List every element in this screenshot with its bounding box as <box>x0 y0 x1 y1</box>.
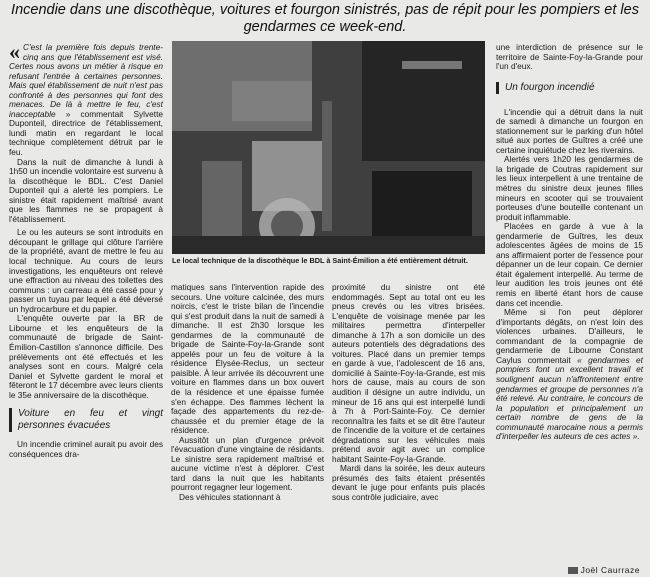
subheading: Un fourgon incendié <box>496 82 643 94</box>
intro-rest: » commentait Sylvette Duponteil, directrice de l'établissement, lundi matin en regardant le local technique complètement détruit par le feu. <box>9 108 163 158</box>
author-signature <box>568 565 640 575</box>
column-4 <box>496 43 643 442</box>
paragraph: Des véhicules stationnant à <box>179 492 281 503</box>
fire-damage-photo <box>172 41 485 254</box>
paragraph: Mardi dans la soirée, les deux auteurs présumés des faits étaient présentés devant le juge pour enfants puis placés sous contrôle judiciaire, avec <box>332 463 485 503</box>
signature-bar-icon <box>568 567 578 574</box>
paragraph: proximité du sinistre ont été endommagés. Sept au total ont eu les pneus crevés ou les vitres brisées. L'enquête de voisinage menée par les militaires permettra d'interpeller dimanche à 17h a son domicile un des auteurs potentiels des dégradations des voitures. Placé dans un premier temps en garde à vue, l'adolescent de 16 ans, domicilié à Sainte-Foy-la-Grande, est mis hors de cause, mais au cours de son audition il désigne un autre individu, un mineur de 16 ans qui est interpellé lundi à 7h à Port-Sainte-Foy. Ce dernier reconnaîtra les faits et se dit être l'auteur de l'incendie de la voiture et de certaines dégradations sur les véhicules mais prétend avoir agit avec un complice habitant Sainte-Foy-la-Grande. <box>332 282 485 464</box>
paragraph: Aussitôt un plan d'urgence prévoit l'évacuation d'une vingtaine de résidants. Le sinistre sera rapidement maîtrisé et aucune victime n'est à déplorer. C'est tard dans la nuit que les habitants pourront regagner leur logement. <box>171 434 324 493</box>
paragraph: une interdiction de présence sur le territoire de Sainte-Foy-la-Grande pour l'un d'eux. <box>496 42 643 72</box>
intro-paragraph <box>9 39 163 158</box>
paragraph: Le ou les auteurs se sont introduits en découpant le grillage qui clôture l'arrière de la propriété, avant de mettre le feu au local technique. Au cours de leurs investigations, les enquêteurs ont relevé une effraction au niveau des toilettes des communs : un carreau a été cassé pour y passer un tuyau par lequel a été déversé un hydrocarbure et du papier. <box>9 227 163 314</box>
paragraph: L'enquête ouverte par la BR de Libourne et les enquêteurs de la communauté de brigade de Saint-Émilion-Castillon s'annonce difficile. Des prélèvements ont été effectués et les analyses sont en cours. Malgré cela Daniel et Sylvette gardent le moral et fêteront le 17 décembre avec leurs clients le 35e anniversaire de la discothèque. <box>9 313 163 400</box>
column-2 <box>171 283 324 503</box>
article-headline: Incendie dans une discothèque, voitures et fourgon sinistrés, pas de répit pour les pompiers et les gendarmes ce week-end. <box>11 2 639 35</box>
burned-room-image <box>172 41 485 254</box>
author-name: Joël Caurraze <box>580 565 640 575</box>
paragraph: matiques sans l'intervention rapide des secours. Une voiture calcinée, des murs noircis, c'est le triste bilan de l'incendie qui s'est produit dans la nuit de samedi à dimanche. Il est 2h30 lorsque les gendarmes de la communauté de brigade de Sainte-Foy-la-Grande sont appelés pour un feu de voiture à la résidence Élysée-Reclus, un secteur paisible. À leur arrivée ils découvrent une voiture en flammes dans un box ouvert de la résidence et une épaisse fumée s'en échappe. Des flammes lèchent la façade des appartements du rez-de-chaussée et du premier étage de la résidence. <box>171 282 324 436</box>
subheading: Voiture en feu et vingt personnes évacuées <box>9 408 163 432</box>
quote-mark-icon: « <box>9 39 20 64</box>
paragraph: L'incendie qui a détruit dans la nuit de samedi à dimanche un fourgon en stationnement sur le parking d'un hôtel situé aux portes de Guîtres a créé une certaine inquiétude chez les riverains. <box>496 106 643 155</box>
commander-quote: « gendarmes et pompiers font un excellent travail et soulignent aucun n'affrontement entre gendarmes et groupe de personnes n'a été relevé. Au contraire, le concours de la population et principalement un certain nombre de gens de la communauté marocaine nous a permis d'interpeller les auteurs de ces actes ». <box>496 354 643 442</box>
column-1 <box>9 39 163 459</box>
paragraph: Dans la nuit de dimanche à lundi à 1h50 un incendie volontaire est survenu à la discothèque le BDL. C'est Daniel Duponteil qui a alerté les pompiers. Le sinistre était rapidement maîtrisé avant que les flammes ne se propagent à l'établissement. <box>9 156 163 224</box>
paragraph: Un incendie criminel aurait pu avoir des conséquences dra- <box>9 439 163 459</box>
photo-caption: Le local technique de la discothèque le BDL à Saint-Émilion a été entièrement détruit. <box>172 256 468 265</box>
column-3 <box>332 283 485 503</box>
paragraph: Alertés vers 1h20 les gendarmes de la brigade de Coutras rapidement sur les lieux interpellent à une trentaine de mètres du sinistre deux jeunes filles mineurs en scooter qui se trouvaient porteuses d'une bouteille contenant un produit inflammable. <box>496 154 643 222</box>
paragraph-text: Même si l'on peut déplorer d'importants dégâts, on n'est loin des violences urbaines. D'ailleurs, le commandant de la compagnie de gendarmerie de Libourne Constant Caylus commentait <box>496 307 643 365</box>
paragraph: Placées en garde à vue à la gendarmerie de Guîtres, les deux adolescentes âgées de moins de 15 ans affirmaient porter de l'essence pour dépanner un de leur copain. Ce dernier était également interpellé. Au terme de leur audition les trois jeunes ont été remis en liberté étant hors de cause dans cet incendie. <box>496 221 643 308</box>
paragraph <box>496 308 643 442</box>
intro-quote: C'est la première fois depuis trente-cinq ans que l'établissement est visé. Certes nous avons un métier à risque en refusant l'entrée à certaines personnes. Mais quel établissement de nuit n'est pas confronté à des personnes qui font des menaces. De là à mettre le feu, c'est inacceptable <box>9 42 163 119</box>
